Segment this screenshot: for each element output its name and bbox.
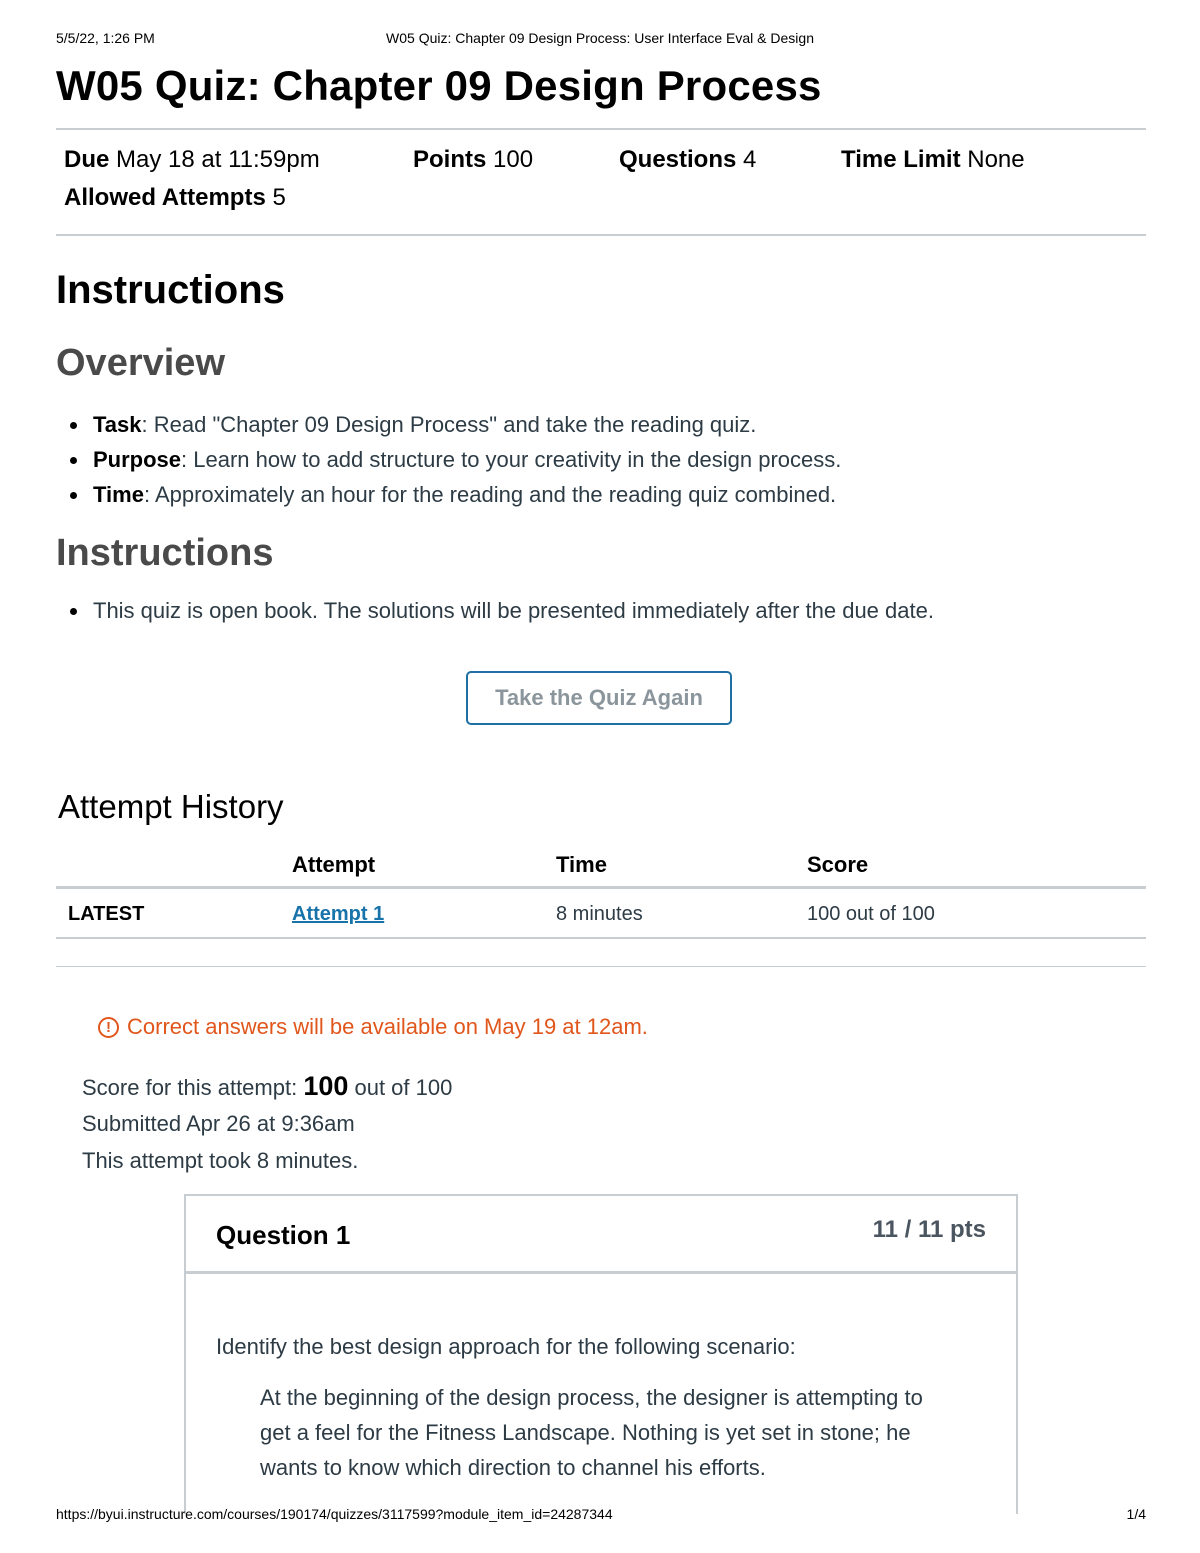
- questions-value: 4: [743, 146, 757, 173]
- points-value: 100: [493, 146, 534, 173]
- latest-tag: LATEST: [68, 903, 145, 925]
- question-title: Question 1: [216, 1220, 351, 1250]
- column-header-score: Score: [807, 852, 869, 877]
- time-cell: 8 minutes: [556, 903, 643, 925]
- instruction-text: This quiz is open book. The solutions will be presented immediately after the due date.: [93, 598, 934, 623]
- quiz-details: [64, 146, 1144, 222]
- question-scenario: [260, 1380, 976, 1485]
- task-text: : Read "Chapter 09 Design Process" and take the reading quiz.: [141, 412, 757, 437]
- question-body: [216, 1334, 976, 1485]
- attempt-cell: [292, 903, 384, 926]
- time-label: Time: [93, 482, 144, 507]
- allowed-attempts-label: Allowed Attempts: [64, 184, 266, 211]
- points-detail: [413, 146, 533, 174]
- score-prefix: Score for this attempt:: [82, 1075, 304, 1100]
- time-limit-value: None: [967, 146, 1025, 173]
- score-line: [82, 1068, 452, 1105]
- time-limit-detail: [841, 146, 1025, 174]
- score-summary: [82, 1068, 452, 1179]
- list-item: [56, 482, 841, 517]
- score-suffix: out of 100: [348, 1075, 453, 1100]
- purpose-label: Purpose: [93, 447, 182, 472]
- scenario-line: At the beginning of the design process, the designer is attempting to: [260, 1385, 923, 1410]
- points-label: Points: [413, 146, 487, 173]
- question-prompt: Identify the best design approach for the following scenario:: [216, 1334, 796, 1359]
- allowed-attempts-detail: [64, 184, 286, 212]
- table-header-row: [56, 846, 1146, 889]
- duration-line: This attempt took 8 minutes.: [82, 1148, 359, 1173]
- task-label: Task: [93, 412, 142, 437]
- score-cell: 100 out of 100: [807, 903, 935, 925]
- due-detail: [64, 146, 320, 174]
- list-item: [56, 412, 841, 447]
- list-item: [56, 598, 934, 633]
- question-points: 11 / 11 pts: [872, 1216, 986, 1243]
- due-value: May 18 at 11:59pm: [116, 146, 320, 173]
- list-item: [56, 447, 841, 482]
- notice-text: Correct answers will be available on May 19 at 12am.: [127, 1014, 648, 1039]
- time-limit-label: Time Limit: [841, 146, 961, 173]
- print-header: [56, 30, 1144, 50]
- purpose-text: : Learn how to add structure to your creativity in the design process.: [181, 447, 842, 472]
- questions-detail: [619, 146, 756, 174]
- question-header: [186, 1196, 1016, 1274]
- instructions-subheading: Instructions: [56, 532, 274, 574]
- attempt-history-heading: Attempt History: [58, 788, 284, 825]
- allowed-attempts-value: 5: [272, 184, 286, 211]
- scenario-line: get a feel for the Fitness Landscape. Nothing is yet set in stone; he: [260, 1420, 911, 1445]
- table-row: [56, 889, 1146, 939]
- print-doc-title: W05 Quiz: Chapter 09 Design Process: User Interface Eval & Design: [386, 30, 814, 46]
- correct-answers-notice: [98, 1014, 648, 1040]
- overview-list: [56, 412, 841, 517]
- questions-label: Questions: [619, 146, 737, 173]
- scenario-line: wants to know which direction to channel his efforts.: [260, 1455, 766, 1480]
- due-label: Due: [64, 146, 110, 173]
- page-number: 1/4: [1126, 1506, 1146, 1522]
- overview-heading: Overview: [56, 342, 225, 384]
- divider: [56, 128, 1146, 130]
- instructions-heading: Instructions: [56, 268, 285, 312]
- page-title: W05 Quiz: Chapter 09 Design Process: [56, 62, 822, 109]
- print-footer: [56, 1506, 1146, 1522]
- time-text: : Approximately an hour for the reading and the reading quiz combined.: [143, 482, 837, 507]
- question-card: [184, 1194, 1018, 1514]
- column-header-attempt: Attempt: [292, 852, 376, 877]
- print-date: 5/5/22, 1:26 PM: [56, 30, 155, 46]
- warning-circle-icon: !: [98, 1017, 119, 1038]
- divider: [56, 966, 1146, 967]
- instructions-list: [56, 598, 934, 633]
- score-value: 100: [303, 1071, 349, 1101]
- print-url: https://byui.instructure.com/courses/190174/quizzes/3117599?module_item_id=24287344: [56, 1506, 613, 1522]
- column-header-time: Time: [556, 852, 607, 877]
- attempt-history-table: [56, 846, 1146, 939]
- attempt-1-link[interactable]: Attempt 1: [292, 903, 385, 925]
- submitted-line: Submitted Apr 26 at 9:36am: [82, 1111, 355, 1136]
- divider: [56, 234, 1146, 236]
- take-quiz-again-button[interactable]: Take the Quiz Again: [466, 671, 732, 725]
